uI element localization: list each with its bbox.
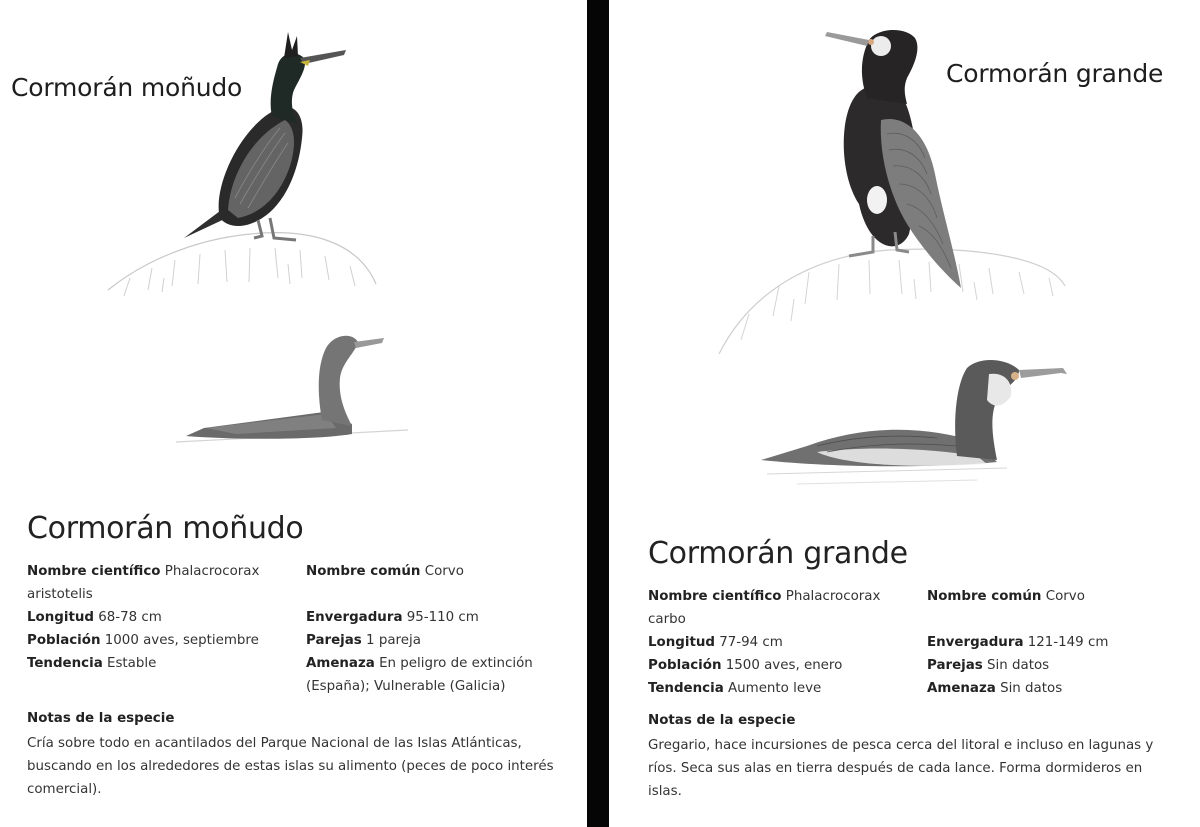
notes-title: Notas de la especie (648, 713, 796, 728)
notes-text: Gregario, hace incursiones de pesca cerca del litoral e incluso en lagunas y ríos. Seca sus alas en tierra después de cada lance. Forma dormideros en islas. (648, 738, 1154, 799)
fact-nombre-comun: Nombre común Corvo (927, 589, 1085, 604)
fact-parejas: Parejas Sin datos (927, 658, 1050, 673)
standing-cormorant-illustration (709, 24, 1079, 374)
fact-envergadura: Envergadura 121-149 cm (927, 635, 1109, 650)
species-card-cormoran-monudo (0, 0, 587, 827)
species-facts (648, 585, 1188, 705)
swimming-cormorant-illustration (176, 328, 416, 448)
notes-text: Cría sobre todo en acantilados del Parque Nacional de las Islas Atlánticas, buscando en los alrededores de estas islas su alimento (peces de poco interés comercial). (27, 736, 554, 797)
fact-nombre-cientifico: Nombre científico Phalacrocorax aristotelis (27, 564, 260, 602)
fact-nombre-comun: Nombre común Corvo (306, 564, 464, 579)
species-title: Cormorán grande (648, 536, 908, 571)
swimming-cormorant-illustration (757, 356, 1077, 496)
facts-column-left (27, 560, 277, 675)
standing-cormorant-illustration (100, 28, 390, 308)
panel-divider (587, 0, 609, 827)
illustration-label: Cormorán grande (946, 59, 1164, 88)
fact-longitud: Longitud 68-78 cm (27, 610, 162, 625)
fact-poblacion: Población 1000 aves, septiembre (27, 633, 259, 648)
notes-title: Notas de la especie (27, 711, 175, 726)
species-facts (27, 560, 567, 700)
fact-longitud: Longitud 77-94 cm (648, 635, 783, 650)
fact-poblacion: Población 1500 aves, enero (648, 658, 843, 673)
fact-amenaza: Amenaza Sin datos (927, 681, 1063, 696)
fact-parejas: Parejas 1 pareja (306, 633, 421, 648)
species-card-cormoran-grande (609, 0, 1200, 827)
illustration-label: Cormorán moñudo (11, 73, 243, 102)
facts-column-right (927, 585, 1187, 700)
fact-tendencia: Tendencia Aumento leve (648, 681, 822, 696)
fact-envergadura: Envergadura 95-110 cm (306, 610, 479, 625)
facts-column-right (306, 560, 566, 698)
facts-column-left (648, 585, 898, 700)
species-title: Cormorán moñudo (27, 511, 304, 546)
fact-nombre-cientifico: Nombre científico Phalacrocorax carbo (648, 589, 881, 627)
fact-tendencia: Tendencia Estable (27, 656, 157, 671)
fact-amenaza: Amenaza En peligro de extinción (España); Vulnerable (Galicia) (306, 656, 533, 694)
